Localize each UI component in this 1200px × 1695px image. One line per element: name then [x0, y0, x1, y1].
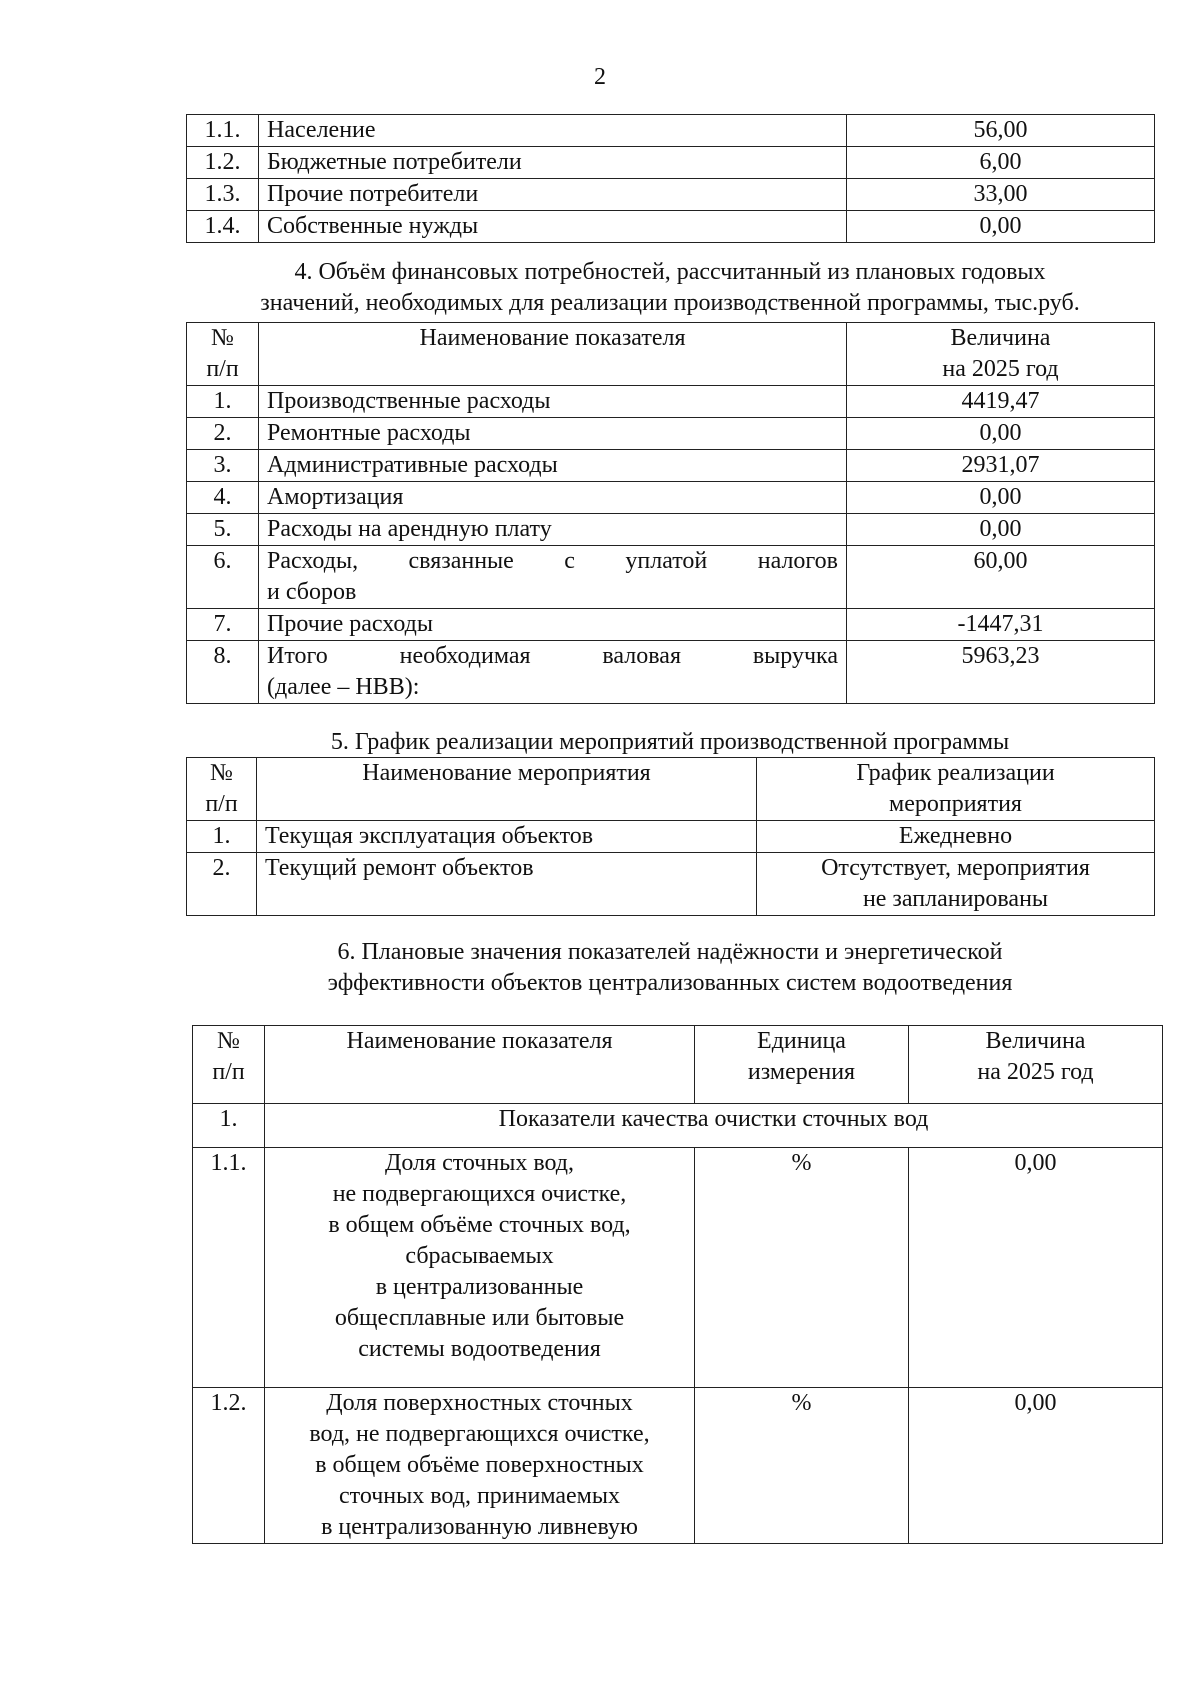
row-name: Доля поверхностных сточных вод, не подвергающихся очистке, в общем объёме поверхностных сточных вод, принимаемых в централизованную ливневую	[265, 1388, 695, 1544]
row-value: 0,00	[847, 211, 1155, 243]
row-schedule: Ежедневно	[757, 821, 1155, 853]
row-name: Административные расходы	[259, 450, 847, 482]
table-header-row	[187, 323, 1155, 386]
row-value: 0,00	[847, 482, 1155, 514]
row-name: Ремонтные расходы	[259, 418, 847, 450]
row-name: Собственные нужды	[259, 211, 847, 243]
row-number: 1.1.	[187, 115, 259, 147]
row-value: 0,00	[909, 1148, 1163, 1388]
header-name: Наименование показателя	[259, 323, 847, 386]
table-row	[187, 641, 1155, 704]
table-row	[187, 418, 1155, 450]
table-row	[187, 115, 1155, 147]
table-row	[187, 179, 1155, 211]
row-number: 4.	[187, 482, 259, 514]
row-name: Текущий ремонт объектов	[257, 853, 757, 916]
row-number: 1.4.	[187, 211, 259, 243]
row-name: Прочие расходы	[259, 609, 847, 641]
row-name: Амортизация	[259, 482, 847, 514]
row-number: 1.	[187, 821, 257, 853]
row-name: Население	[259, 115, 847, 147]
row-value: 56,00	[847, 115, 1155, 147]
header-number: № п/п	[187, 758, 257, 821]
section-4-heading-line-2: значений, необходимых для реализации производственной программы, тыс.руб.	[260, 290, 1080, 316]
table-row	[187, 386, 1155, 418]
row-number: 1.2.	[187, 147, 259, 179]
table-row	[187, 450, 1155, 482]
row-name: Доля сточных вод, не подвергающихся очистке, в общем объёме сточных вод, сбрасываемых в централизованные общесплавные или бытовые системы водоотведения	[265, 1148, 695, 1388]
header-value: Величина на 2025 год	[909, 1026, 1163, 1104]
row-value: 2931,07	[847, 450, 1155, 482]
table-row	[187, 609, 1155, 641]
row-name: Прочие потребители	[259, 179, 847, 211]
section-4-heading	[186, 257, 1154, 319]
row-number: 1.	[187, 386, 259, 418]
table-row	[193, 1148, 1163, 1388]
row-name: Бюджетные потребители	[259, 147, 847, 179]
table-row	[187, 147, 1155, 179]
row-number: 6.	[187, 546, 259, 609]
row-name: Текущая эксплуатация объектов	[257, 821, 757, 853]
row-number: 2.	[187, 853, 257, 916]
header-name: Наименование мероприятия	[257, 758, 757, 821]
row-number: 1.1.	[193, 1148, 265, 1388]
row-name: Итого необходимая валовая выручка (далее – НВВ):	[259, 641, 847, 704]
row-value: 4419,47	[847, 386, 1155, 418]
table-row	[193, 1388, 1163, 1544]
section-4-heading-line-1: 4. Объём финансовых потребностей, рассчитанный из плановых годовых	[294, 259, 1046, 285]
schedule-table	[186, 757, 1155, 916]
row-number: 3.	[187, 450, 259, 482]
table-row	[187, 853, 1155, 916]
section-5-heading: 5. График реализации мероприятий производственной программы	[330, 729, 1010, 755]
row-name: Расходы, связанные с уплатой налогов и сборов	[259, 546, 847, 609]
row-value: 0,00	[847, 514, 1155, 546]
section-6-heading-line-2: эффективности объектов централизованных систем водоотведения	[327, 970, 1013, 996]
header-name: Наименование показателя	[265, 1026, 695, 1104]
row-number: 2.	[187, 418, 259, 450]
header-number: № п/п	[193, 1026, 265, 1104]
row-number: 1.2.	[193, 1388, 265, 1544]
group-number: 1.	[193, 1104, 265, 1148]
header-value: Величина на 2025 год	[847, 323, 1155, 386]
row-number: 1.3.	[187, 179, 259, 211]
row-value: 33,00	[847, 179, 1155, 211]
table-header-row	[193, 1026, 1163, 1104]
header-number: № п/п	[187, 323, 259, 386]
group-title: Показатели качества очистки сточных вод	[265, 1104, 1163, 1148]
row-value: 0,00	[847, 418, 1155, 450]
group-row	[193, 1104, 1163, 1148]
row-number: 7.	[187, 609, 259, 641]
table-row	[187, 821, 1155, 853]
row-number: 8.	[187, 641, 259, 704]
consumers-table	[186, 114, 1155, 243]
section-6-heading	[186, 937, 1154, 999]
financial-needs-table	[186, 322, 1155, 704]
row-name: Расходы на арендную плату	[259, 514, 847, 546]
header-unit: Единица измерения	[695, 1026, 909, 1104]
row-number: 5.	[187, 514, 259, 546]
table-header-row	[187, 758, 1155, 821]
table-row	[187, 211, 1155, 243]
row-value: 5963,23	[847, 641, 1155, 704]
row-name: Производственные расходы	[259, 386, 847, 418]
section-6-heading-line-1: 6. Плановые значения показателей надёжности и энергетической	[337, 939, 1003, 965]
row-value: -1447,31	[847, 609, 1155, 641]
row-unit: %	[695, 1388, 909, 1544]
reliability-table	[192, 1025, 1163, 1544]
table-row	[187, 514, 1155, 546]
row-value: 60,00	[847, 546, 1155, 609]
table-row	[187, 482, 1155, 514]
row-unit: %	[695, 1148, 909, 1388]
row-value: 6,00	[847, 147, 1155, 179]
row-value: 0,00	[909, 1388, 1163, 1544]
table-row	[187, 546, 1155, 609]
header-schedule: График реализации мероприятия	[757, 758, 1155, 821]
row-schedule: Отсутствует, мероприятия не запланированы	[757, 853, 1155, 916]
page-number: 2	[594, 64, 606, 90]
